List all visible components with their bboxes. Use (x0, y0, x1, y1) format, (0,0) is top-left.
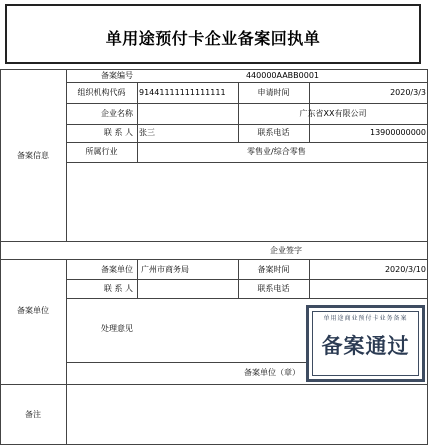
filing-time-label: 备案时间 (257, 265, 290, 274)
section-label-filing-info: 备案信息 (17, 151, 49, 160)
approval-stamp (306, 305, 425, 382)
filing-unit-value: 广州市商务局 (141, 265, 189, 274)
unit-phone-label: 联系电话 (257, 284, 290, 293)
org-code-label: 组织机构代码 (77, 88, 126, 97)
row-line (66, 103, 428, 104)
company-signature-label: 企业签字 (270, 246, 302, 255)
unit-contact-label: 联 系 人 (103, 284, 133, 293)
col-line (137, 82, 138, 162)
apply-time-value: 2020/3/3 (390, 88, 426, 97)
col-line (66, 259, 67, 384)
opinion-label: 处理意见 (101, 324, 133, 333)
stamp-top-text: 单用途商业预付卡业务备案 (323, 315, 408, 322)
col-line (66, 384, 67, 445)
filing-unit-seal-label: 备案单位（章） (244, 368, 300, 377)
form-table (0, 69, 428, 445)
contact-label: 联 系 人 (103, 128, 133, 137)
row-line (0, 241, 428, 242)
filing-no-value: 440000AABB0001 (245, 71, 320, 80)
industry-value: 零售业/综合零售 (247, 147, 306, 156)
org-code-value: 91441111111111111 (139, 88, 226, 97)
page-title: 单用途预付卡企业备案回执单 (105, 29, 321, 48)
industry-label: 所属行业 (85, 147, 118, 156)
filing-time-value: 2020/3/10 (384, 265, 426, 274)
row-line (66, 362, 306, 363)
stamp-main-text: 备案通过 (321, 333, 410, 358)
col-line (137, 259, 138, 298)
row-line (66, 162, 428, 163)
section-label-filing-unit: 备案单位 (17, 306, 49, 315)
row-line (66, 279, 428, 280)
row-line (66, 298, 428, 299)
filing-unit-label: 备案单位 (101, 265, 133, 274)
title-box (5, 4, 421, 64)
phone-value: 13900000000 (370, 128, 426, 137)
row-line (66, 124, 428, 125)
row-line (0, 384, 428, 385)
company-name-label: 企业名称 (101, 109, 133, 118)
apply-time-label: 申请时间 (257, 88, 290, 97)
contact-value: 张三 (139, 128, 155, 137)
row-line (66, 142, 428, 143)
phone-label: 联系电话 (257, 128, 290, 137)
filing-no-label: 备案编号 (101, 71, 133, 80)
row-line (66, 82, 428, 83)
company-name-value: 广东省XX有限公司 (299, 109, 367, 118)
remarks-label: 备注 (25, 410, 41, 419)
row-line (0, 259, 428, 260)
